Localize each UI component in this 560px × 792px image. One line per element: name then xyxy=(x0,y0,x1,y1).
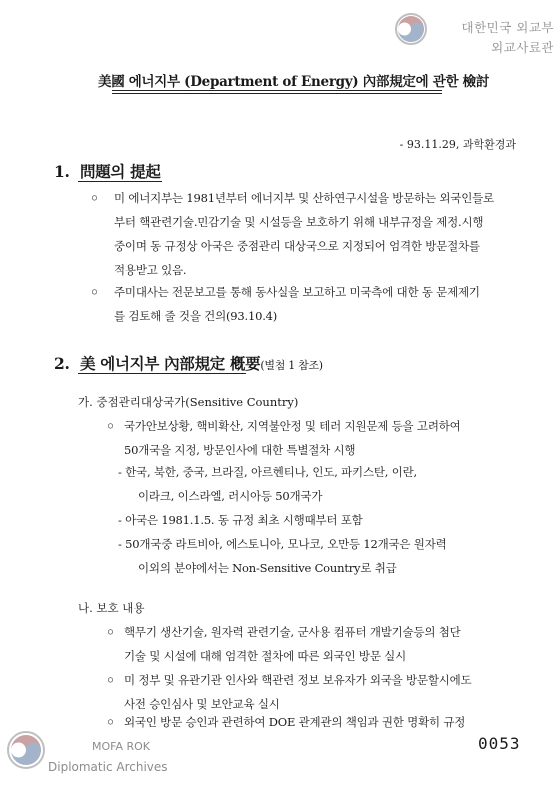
subsection-b-bullet-2: 미 정부 및 유관기관 인사와 핵관련 정보 보유자가 외국을 방문할시에도 사전 승인심사 및 보안교육 실시 xyxy=(124,673,472,711)
section-2-title: 美 에너지부 內部規定 槪要 xyxy=(80,354,261,373)
section-2-note: (별첨 1 참조) xyxy=(260,359,323,372)
taegeuk-logo-icon xyxy=(6,730,46,770)
bullet-icon: ◦ xyxy=(90,285,99,301)
section-1-bullet-1: 미 에너지부는 1981년부터 에너지부 및 산하연구시설을 방문하는 외국인들로 부터 핵관련기술.민감기술 및 시설등을 보호하기 위해 내부규정을 제정.시행 중이며 동 규정상 아국은 중점관리 대상국으로 지정되어 엄격한 방문절차를 적용받고 있음. xyxy=(114,191,494,277)
section-1-underline xyxy=(78,181,162,182)
bullet-icon: ◦ xyxy=(106,419,115,435)
document-title: 美國 에너지부 (Department of Energy) 內部規定에 관한 檢討 xyxy=(98,74,490,90)
subsection-a-label: 가. 중점관리대상국가(Sensitive Country) xyxy=(78,395,299,409)
watermark-archive-name: 외교사료관 xyxy=(491,40,554,55)
page-number: 0053 xyxy=(478,734,521,753)
watermark-archives-label: Diplomatic Archives xyxy=(48,760,168,774)
subsection-a-dash-3: - 50개국중 라트비아, 에스토니아, 모나코, 오만등 12개국은 원자력 이외의 분야에서는 Non-Sensitive Country로 취급 xyxy=(118,537,447,575)
section-2-underline xyxy=(78,373,246,374)
section-1-heading xyxy=(54,160,161,182)
dateline: - 93.11.29, 과학환경과 xyxy=(399,138,516,151)
title-underline xyxy=(112,90,442,91)
taegeuk-logo-icon xyxy=(394,12,428,46)
section-1-title: 問題의 提起 xyxy=(80,162,161,181)
section-1-number: 1. xyxy=(54,162,70,181)
title-underline-double xyxy=(112,93,442,94)
subsection-b-label: 나. 보호 내용 xyxy=(78,601,145,615)
subsection-a-dash-2: - 아국은 1981.1.5. 동 규정 최초 시행때부터 포함 xyxy=(118,513,363,527)
archive-watermark-top xyxy=(394,10,554,60)
watermark-mofa-label: MOFA ROK xyxy=(92,740,151,753)
bullet-icon: ◦ xyxy=(106,673,115,689)
bullet-icon: ◦ xyxy=(106,715,115,731)
subsection-b-bullet-3: 외국인 방문 승인과 관련하여 DOE 관계관의 책임과 권한 명확히 규정 xyxy=(124,715,466,729)
subsection-a-bullet: 국가안보상황, 핵비확산, 지역불안정 및 테러 지원문제 등을 고려하여 50개국을 지정, 방문인사에 대한 특별절차 시행 xyxy=(124,419,461,457)
subsection-a-dash-1: - 한국, 북한, 중국, 브라질, 아르헨티나, 인도, 파키스탄, 이란, 이라크, 이스라엘, 러시아등 50개국가 xyxy=(118,465,417,503)
subsection-b-bullet-1: 핵무기 생산기술, 원자력 관련기술, 군사용 컴퓨터 개발기술등의 첨단 기술 및 시설에 대해 엄격한 절차에 따른 외국인 방문 실시 xyxy=(124,625,461,663)
watermark-org-name: 대한민국 외교부 xyxy=(461,20,554,35)
section-2-heading xyxy=(54,352,323,374)
bullet-icon: ◦ xyxy=(106,625,115,641)
section-1-bullet-2: 주미대사는 전문보고를 통해 동사실을 보고하고 미국측에 대한 동 문제제기 를 검토해 줄 것을 건의(93.10.4) xyxy=(114,285,480,323)
bullet-icon: ◦ xyxy=(90,191,99,207)
archive-watermark-bottom xyxy=(6,730,206,782)
section-2-number: 2. xyxy=(54,354,70,373)
